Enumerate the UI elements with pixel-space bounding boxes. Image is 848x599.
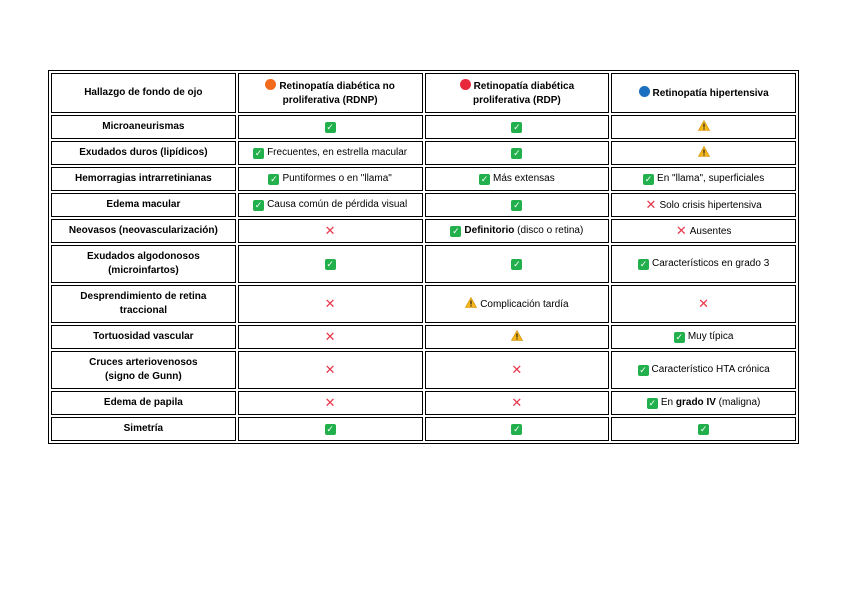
rdnp-cell [238,417,423,441]
check-icon: ✓ [699,424,708,434]
row-label-cell [51,351,236,389]
cross-icon: ✕ [324,394,336,410]
cross-icon: ✕ [324,328,336,344]
rdp-cell [425,193,610,217]
hta-cell [611,351,796,389]
row-label-line2: (signo de Gunn) [105,371,182,382]
hta-cell [611,245,796,283]
check-icon: ✓ [513,122,521,132]
cell-text: Más extensas [493,173,555,184]
row-label-cell [51,219,236,243]
warning-icon [698,120,710,131]
cell-text: Puntiformes o en "llama" [282,173,392,184]
row-label-cell [51,115,236,139]
rdp-cell [425,141,610,165]
check-icon: ✓ [513,148,521,158]
row-label: Edema macular [106,199,181,210]
check-icon: ✓ [675,332,684,342]
row-label-cell [51,193,236,217]
cell-text: Complicación tardía [480,298,569,310]
row-label: Microaneurismas [102,121,185,132]
header-rdp-line1: Retinopatía diabética [473,80,575,92]
header-rdp-line2: proliferativa (RDP) [472,94,561,106]
check-icon: ✓ [513,200,521,210]
cell-text-bold: Definitorio [464,225,515,236]
rdp-cell [425,351,610,389]
row-label: Exudados duros (lipídicos) [79,147,208,158]
rdp-cell [425,325,610,349]
cell-text: En "llama", superficiales [657,173,765,184]
rdnp-cell [238,115,423,139]
header-hta [611,73,796,113]
header-rdnp-line1: Retinopatía diabética no [279,80,395,92]
cell-text: Característico HTA crónica [651,364,770,375]
check-icon: ✓ [513,259,521,269]
check-icon: ✓ [326,424,334,434]
cell-text: Muy típica [687,331,734,342]
hta-cell [611,391,796,415]
header-rdnp [238,73,423,113]
check-icon: ✓ [326,259,334,269]
check-icon: ✓ [480,174,489,184]
cross-icon: ✕ [324,295,336,311]
rdp-cell [425,115,610,139]
row-label-cell [51,417,236,441]
header-finding-label: Hallazgo de fondo de ojo [84,87,203,98]
table-row [51,193,796,217]
hta-cell [611,167,796,191]
hta-cell [611,417,796,441]
check-icon: ✓ [254,148,263,158]
hta-cell [611,141,796,165]
rdp-cell [425,245,610,283]
orange-circle-icon [265,79,276,90]
row-label-line2: traccional [119,305,167,316]
header-finding [51,73,236,113]
row-label-cell [51,167,236,191]
rdp-cell [425,285,610,323]
rdp-cell [425,417,610,441]
cross-icon: ✕ [324,222,336,238]
comparison-table [48,70,799,444]
cell-text: Frecuentes, en estrella macular [267,147,408,158]
row-label-cell [51,325,236,349]
cross-icon: ✕ [698,295,710,311]
cross-icon: ✕ [511,394,523,410]
rdnp-cell [238,285,423,323]
row-label-cell [51,285,236,323]
check-icon: ✓ [639,365,647,375]
table-row [51,351,796,389]
table-row [51,417,796,441]
cell-text: Causa común de pérdida visual [267,199,408,210]
red-circle-icon [460,79,471,90]
rdnp-cell [238,325,423,349]
hta-cell [611,219,796,243]
table-row [51,115,796,139]
row-label-cell [51,245,236,283]
check-icon: ✓ [270,174,278,184]
hta-cell [611,285,796,323]
cross-icon: ✕ [511,361,523,377]
row-label-cell [51,141,236,165]
hta-cell [611,325,796,349]
cell-text: Solo crisis hipertensiva [659,199,762,211]
rdp-cell [425,167,610,191]
row-label-line1: Cruces arteriovenosos [89,357,198,368]
header-hta-label: Retinopatía hipertensiva [652,87,769,99]
table-row [51,167,796,191]
table-row [51,285,796,323]
header-rdnp-line2: proliferativa (RDNP) [282,94,378,106]
check-icon: ✓ [644,174,653,184]
cell-text: (maligna) [715,397,761,408]
cell-text: Ausentes [689,225,732,237]
rdnp-cell [238,391,423,415]
row-label: Hemorragias intrarretinianas [75,173,212,184]
check-icon: ✓ [639,259,648,269]
cell-text: En [660,397,676,408]
row-label: Simetría [123,423,164,434]
header-rdp [425,73,610,113]
rdnp-cell [238,351,423,389]
header-row [51,73,796,113]
rdnp-cell [238,245,423,283]
row-label-cell [51,391,236,415]
row-label-line2: (microinfartos) [108,265,179,276]
cross-icon: ✕ [645,196,657,212]
check-icon: ✓ [254,200,263,210]
warning-icon [698,146,710,157]
check-icon: ✓ [513,424,521,434]
rdnp-cell [238,167,423,191]
row-label-line1: Desprendimiento de retina [80,291,207,302]
table-row [51,325,796,349]
row-label: Tortuosidad vascular [93,331,194,342]
row-label: Edema de papila [103,397,183,408]
cross-icon: ✕ [324,361,336,377]
cell-text-bold: grado IV [675,397,716,408]
rdnp-cell [238,219,423,243]
blue-circle-icon [639,86,650,97]
rdp-cell [425,219,610,243]
hta-cell [611,193,796,217]
rdnp-cell [238,141,423,165]
row-label: Neovasos (neovascularización) [68,225,218,236]
row-label-line1: Exudados algodonosos [86,251,200,262]
table-row [51,245,796,283]
cross-icon: ✕ [675,222,687,238]
table-row [51,219,796,243]
hta-cell [611,115,796,139]
cell-text: (disco o retina) [514,225,584,236]
cell-text: Característicos en grado 3 [651,258,770,269]
rdnp-cell [238,193,423,217]
warning-icon [465,297,477,308]
rdp-cell [425,391,610,415]
table-row [51,391,796,415]
check-icon: ✓ [326,122,334,132]
table-row [51,141,796,165]
warning-icon [511,330,523,341]
check-icon: ✓ [452,226,460,236]
check-icon: ✓ [648,398,657,408]
